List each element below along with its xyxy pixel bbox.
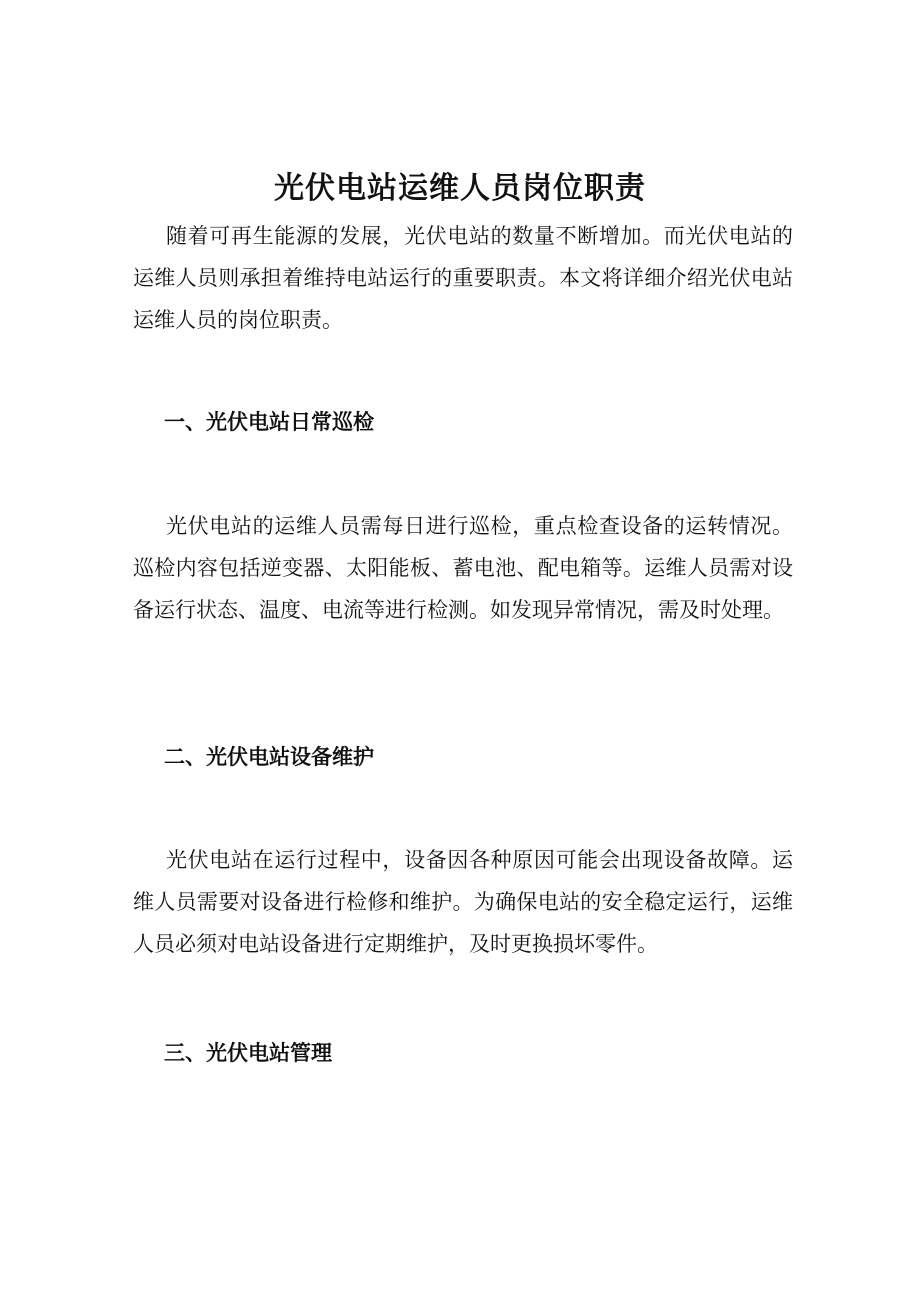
section-heading-2: 二、光伏电站设备维护 (164, 744, 374, 769)
section-heading-3: 三、光伏电站管理 (164, 1040, 332, 1065)
document-title: 光伏电站运维人员岗位职责 (274, 171, 646, 207)
section-heading-1: 一、光伏电站日常巡检 (164, 409, 374, 434)
intro-paragraph: 随着可再生能源的发展，光伏电站的数量不断增加。而光伏电站的运维人员则承担着维持电站运行的重要职责。本文将详细介绍光伏电站运维人员的岗位职责。 (133, 224, 793, 332)
section-body-2: 光伏电站在运行过程中，设备因各种原因可能会出现设备故障。运维人员需要对设备进行检修和维护。为确保电站的安全稳定运行，运维人员必须对电站设备进行定期维护，及时更换损坏零件。 (133, 848, 793, 956)
section-body-1: 光伏电站的运维人员需每日进行巡检，重点检查设备的运转情况。巡检内容包括逆变器、太阳能板、蓄电池、配电箱等。运维人员需对设备运行状态、温度、电流等进行检测。如发现异常情况，需及时处理。 (133, 514, 793, 622)
